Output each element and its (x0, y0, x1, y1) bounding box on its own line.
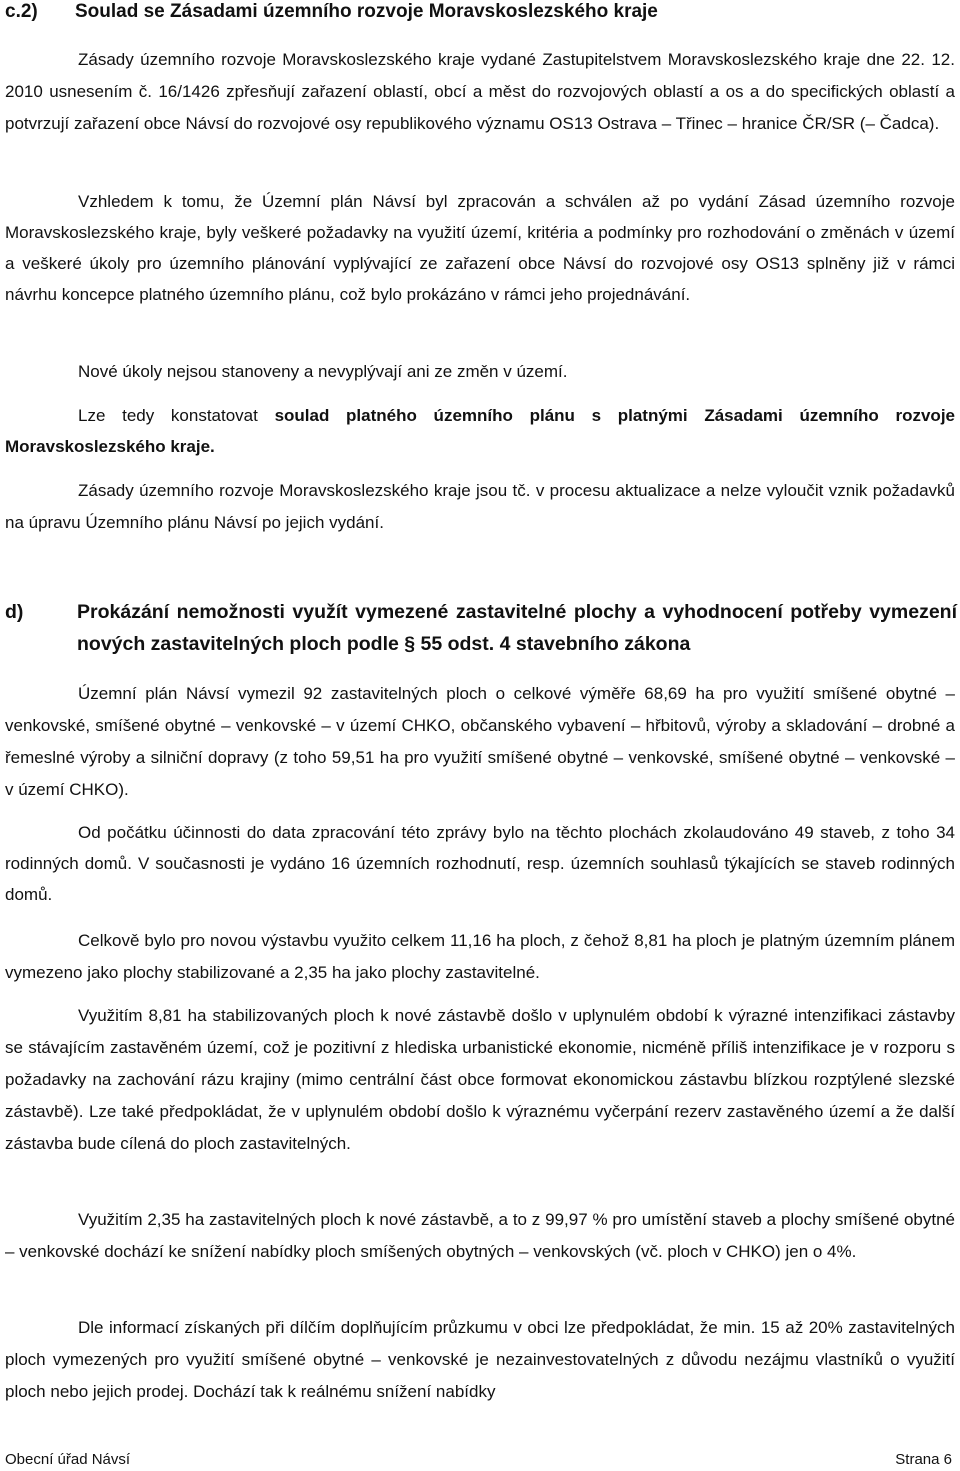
paragraph-d-4: Využitím 8,81 ha stabilizovaných ploch k nové zástavbě došlo v uplynulém období k výrazné intenzifikaci zástavby se stávajícím zastavěném území, což je pozitivní z hlediska urbanistické ekonomie, nicméně příliš intenzifikace je v rozporu s požadavky na zachování rázu krajiny (mimo centrální část obce formovat ekonomickou zástavbu blízkou rozptýlené slezské zástavbě). Lze také předpokládat, že v uplynulém období došlo k výraznému vyčerpání rezerv zastavěného území a že další zástavba bude cílená do ploch zastavitelných. (5, 1006, 955, 1153)
paragraph-d-3: Celkově bylo pro novou výstavbu využito celkem 11,16 ha ploch, z čehož 8,81 ha ploch je platným územním plánem vymezeno jako plochy stabilizované a 2,35 ha jako plochy zastavitelné. (5, 931, 955, 982)
paragraph-c-2: Vzhledem k tomu, že Územní plán Návsí byl zpracován a schválen až po vydání Zásad územního rozvoje Moravskoslezského kraje, byly veškeré požadavky na využití území, kritéria a podmínky pro rozhodování o změnách v území a veškeré úkoly pro územního plánování vyplývající ze zařazení obce Návsí do rozvojové osy OS13 splněny již v rámci návrhu koncepce platného územního plánu, což bylo prokázáno v rámci jeho projednávání. (5, 192, 955, 304)
section-d-title: Prokázání nemožnosti využít vymezené zastavitelné plochy a vyhodnocení potřeby vymezení nových zastavitelných ploch podle § 55 odst. 4 stavebního zákona (77, 601, 957, 655)
footer-office: Obecní úřad Návsí (5, 1451, 131, 1468)
section-number: c.2) (5, 1, 38, 22)
paragraph-d-1: Územní plán Návsí vymezil 92 zastavitelných ploch o celkové výměře 68,69 ha pro využití smíšené obytné – venkovské, smíšené obytné – venkovské – v území CHKO, občanského vybavení – hřbitovů, výroby a skladování – drobné a řemeslné výroby a silniční dopravy (z toho 59,51 ha pro využití smíšené obytné – venkovské, smíšené obytné – venkovské – v území CHKO). (5, 684, 955, 799)
paragraph-c-conclusion: Lze tedy konstatovat soulad platného územního plánu s platnými Zásadami územního rozvoje Moravskoslezského kraje. (5, 406, 955, 456)
paragraph-d-5: Využitím 2,35 ha zastavitelných ploch k nové zástavbě, a to z 99,97 % pro umístění staveb a plochy smíšené obytné – venkovské dochází ke snížení nabídky ploch smíšených obytných – venkovských (vč. ploch v CHKO) jen o 4%. (5, 1210, 955, 1261)
conclusion-bold: soulad platného územního plánu s platnými Zásadami územního rozvoje Moravskoslezského kraje. (5, 406, 955, 456)
paragraph-d-2: Od počátku účinnosti do data zpracování této zprávy bylo na těchto plochách zkolaudováno 49 staveb, z toho 34 rodinných domů. V současnosti je vydáno 16 územních rozhodnutí, resp. územních souhlasů týkajících se staveb rodinných domů. (5, 823, 955, 904)
paragraph-c-1: Zásady územního rozvoje Moravskoslezského kraje vydané Zastupitelstvem Moravskoslezského kraje dne 22. 12. 2010 usnesením č. 16/1426 zpřesňují zařazení oblastí, obcí a měst do rozvojových oblastí a os a do specifických oblastí a potvrzují zařazení obce Návsí do rozvojové osy republikového významu OS13 Ostrava – Třinec – hranice ČR/SR (– Čadca). (5, 50, 955, 133)
paragraph-d-6: Dle informací získaných při dílčím doplňujícím průzkumu v obci lze předpokládat, že min. 15 až 20% zastavitelných ploch vymezených pro využití smíšené obytné – venkovské je nezainvestovatelných z důvodu nezájmu vlastníků o využití ploch nebo jejich prodej. Dochází tak k reálnému snížení nabídky (5, 1318, 955, 1401)
page-footer (5, 1451, 952, 1468)
section-title: Soulad se Zásadami územního rozvoje Moravskoslezského kraje (75, 1, 658, 22)
footer-page-number: Strana 6 (895, 1451, 952, 1468)
paragraph-c-5: Zásady územního rozvoje Moravskoslezského kraje jsou tč. v procesu aktualizace a nelze vyloučit vznik požadavků na úpravu Územního plánu Návsí po jejich vydání. (5, 481, 955, 532)
section-c2-heading (5, 0, 658, 24)
paragraph-c-3: Nové úkoly nejsou stanoveny a nevyplývají ani ze změn v území. (78, 362, 568, 381)
section-d-label: d) (5, 601, 24, 623)
